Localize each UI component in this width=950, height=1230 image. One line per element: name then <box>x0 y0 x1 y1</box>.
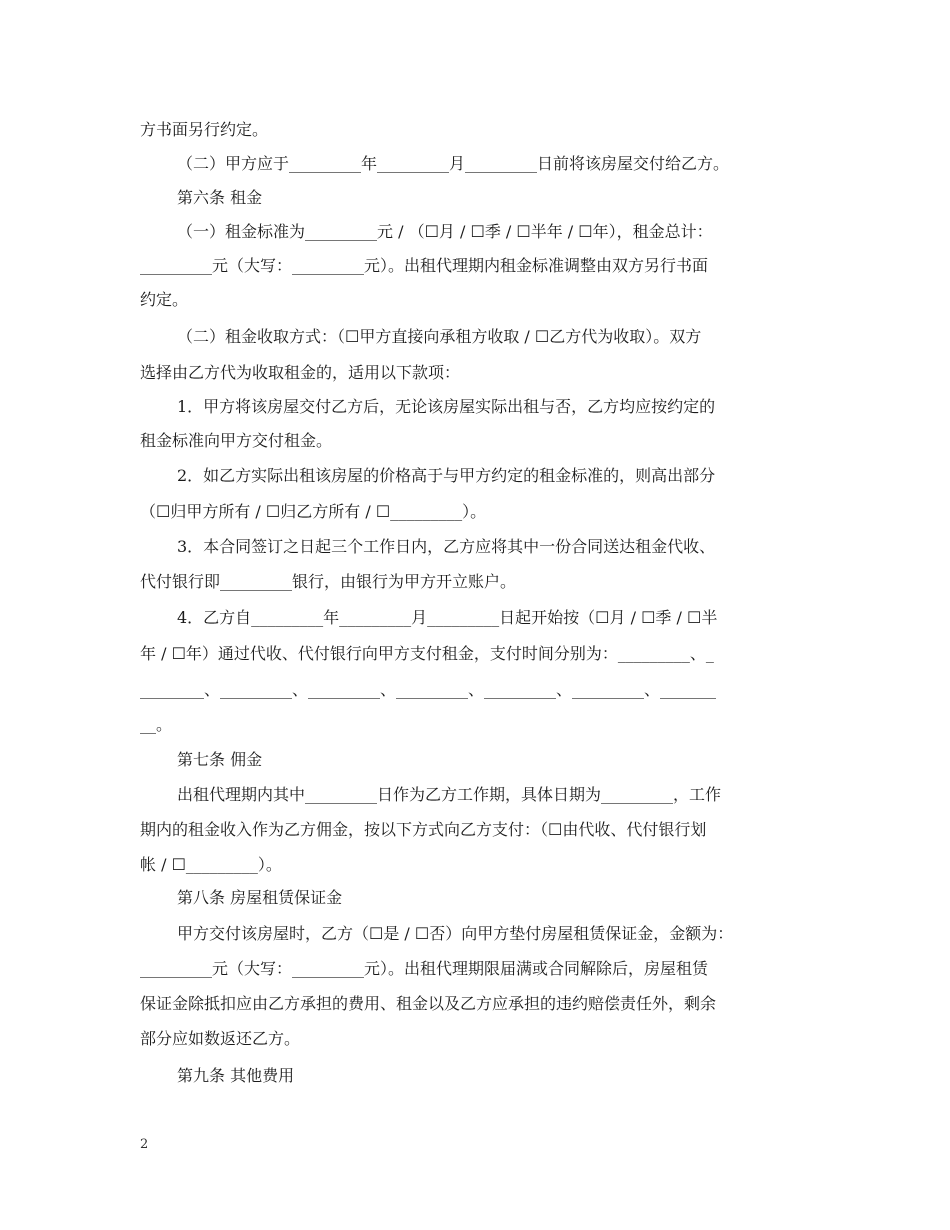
text-line: 部分应如数返还乙方。 <box>140 1029 301 1048</box>
text-line: 3．本合同签订之日起三个工作日内，乙方应将其中一份合同送达租金代收、 <box>177 537 716 556</box>
text-line: 帐 / ☐_________）。 <box>140 855 282 874</box>
section-heading-9: 第九条 其他费用 <box>177 1066 295 1085</box>
text-line: 选择由乙方代为收取租金的，适用以下款项： <box>140 363 461 382</box>
text-line: （二）租金收取方式：（☐甲方直接向承租方收取 / ☐乙方代为收取）。双方 <box>177 327 702 346</box>
text-line: 2．如乙方实际出租该房屋的价格高于与甲方约定的租金标准的，则高出部分 <box>177 466 716 485</box>
text-line: 代付银行即_________银行，由银行为甲方开立账户。 <box>140 572 517 591</box>
section-heading-6: 第六条 租金 <box>177 188 263 207</box>
section-heading-8: 第八条 房屋租赁保证金 <box>177 888 343 907</box>
text-line: 年 / ☐年）通过代收、代付银行向甲方支付租金，支付时间分别为：_________、_ <box>140 644 714 663</box>
text-line: 租金标准向甲方交付租金。 <box>140 431 333 450</box>
section-heading-7: 第七条 佣金 <box>177 750 263 769</box>
text-line: 出租代理期内其中_________日作为乙方工作期，具体日期为_________，工作 <box>177 785 722 804</box>
text-line: __。 <box>140 715 173 734</box>
text-line: 甲方交付该房屋时，乙方（☐是 / ☐否）向甲方垫付房屋租赁保证金，金额为： <box>177 924 734 943</box>
text-line: 保证金除抵扣应由乙方承担的费用、租金以及乙方应承担的违约赔偿责任外，剩余 <box>140 994 717 1013</box>
text-line: _________元（大写：_________元）。出租代理期限届满或合同解除后，房屋租赁 <box>140 959 709 978</box>
text-line: （一）租金标准为_________元 / （☐月 / ☐季 / ☐半年 / ☐年），租金总计： <box>177 222 713 241</box>
page-number: 2 <box>140 1137 149 1152</box>
text-line: 方书面另行约定。 <box>140 120 269 139</box>
text-line: （☐归甲方所有 / ☐归乙方所有 / ☐_________）。 <box>140 502 487 521</box>
text-line: 1．甲方将该房屋交付乙方后，无论该房屋实际出租与否，乙方均应按约定的 <box>177 397 716 416</box>
text-line: （二）甲方应于_________年_________月_________日前将该房屋交付给乙方。 <box>177 154 730 173</box>
text-line: ________、_________、_________、_________、_________、_________、_______ <box>140 680 717 699</box>
text-line: 约定。 <box>140 290 189 309</box>
text-line: 期内的租金收入作为乙方佣金，按以下方式向乙方支付：（☐由代收、代付银行划 <box>140 820 707 839</box>
text-line: 4．乙方自_________年_________月_________日起开始按（☐月 / ☐季 / ☐半 <box>177 608 718 627</box>
text-line: _________元（大写：_________元）。出租代理期内租金标准调整由双方另行书面 <box>140 256 709 275</box>
